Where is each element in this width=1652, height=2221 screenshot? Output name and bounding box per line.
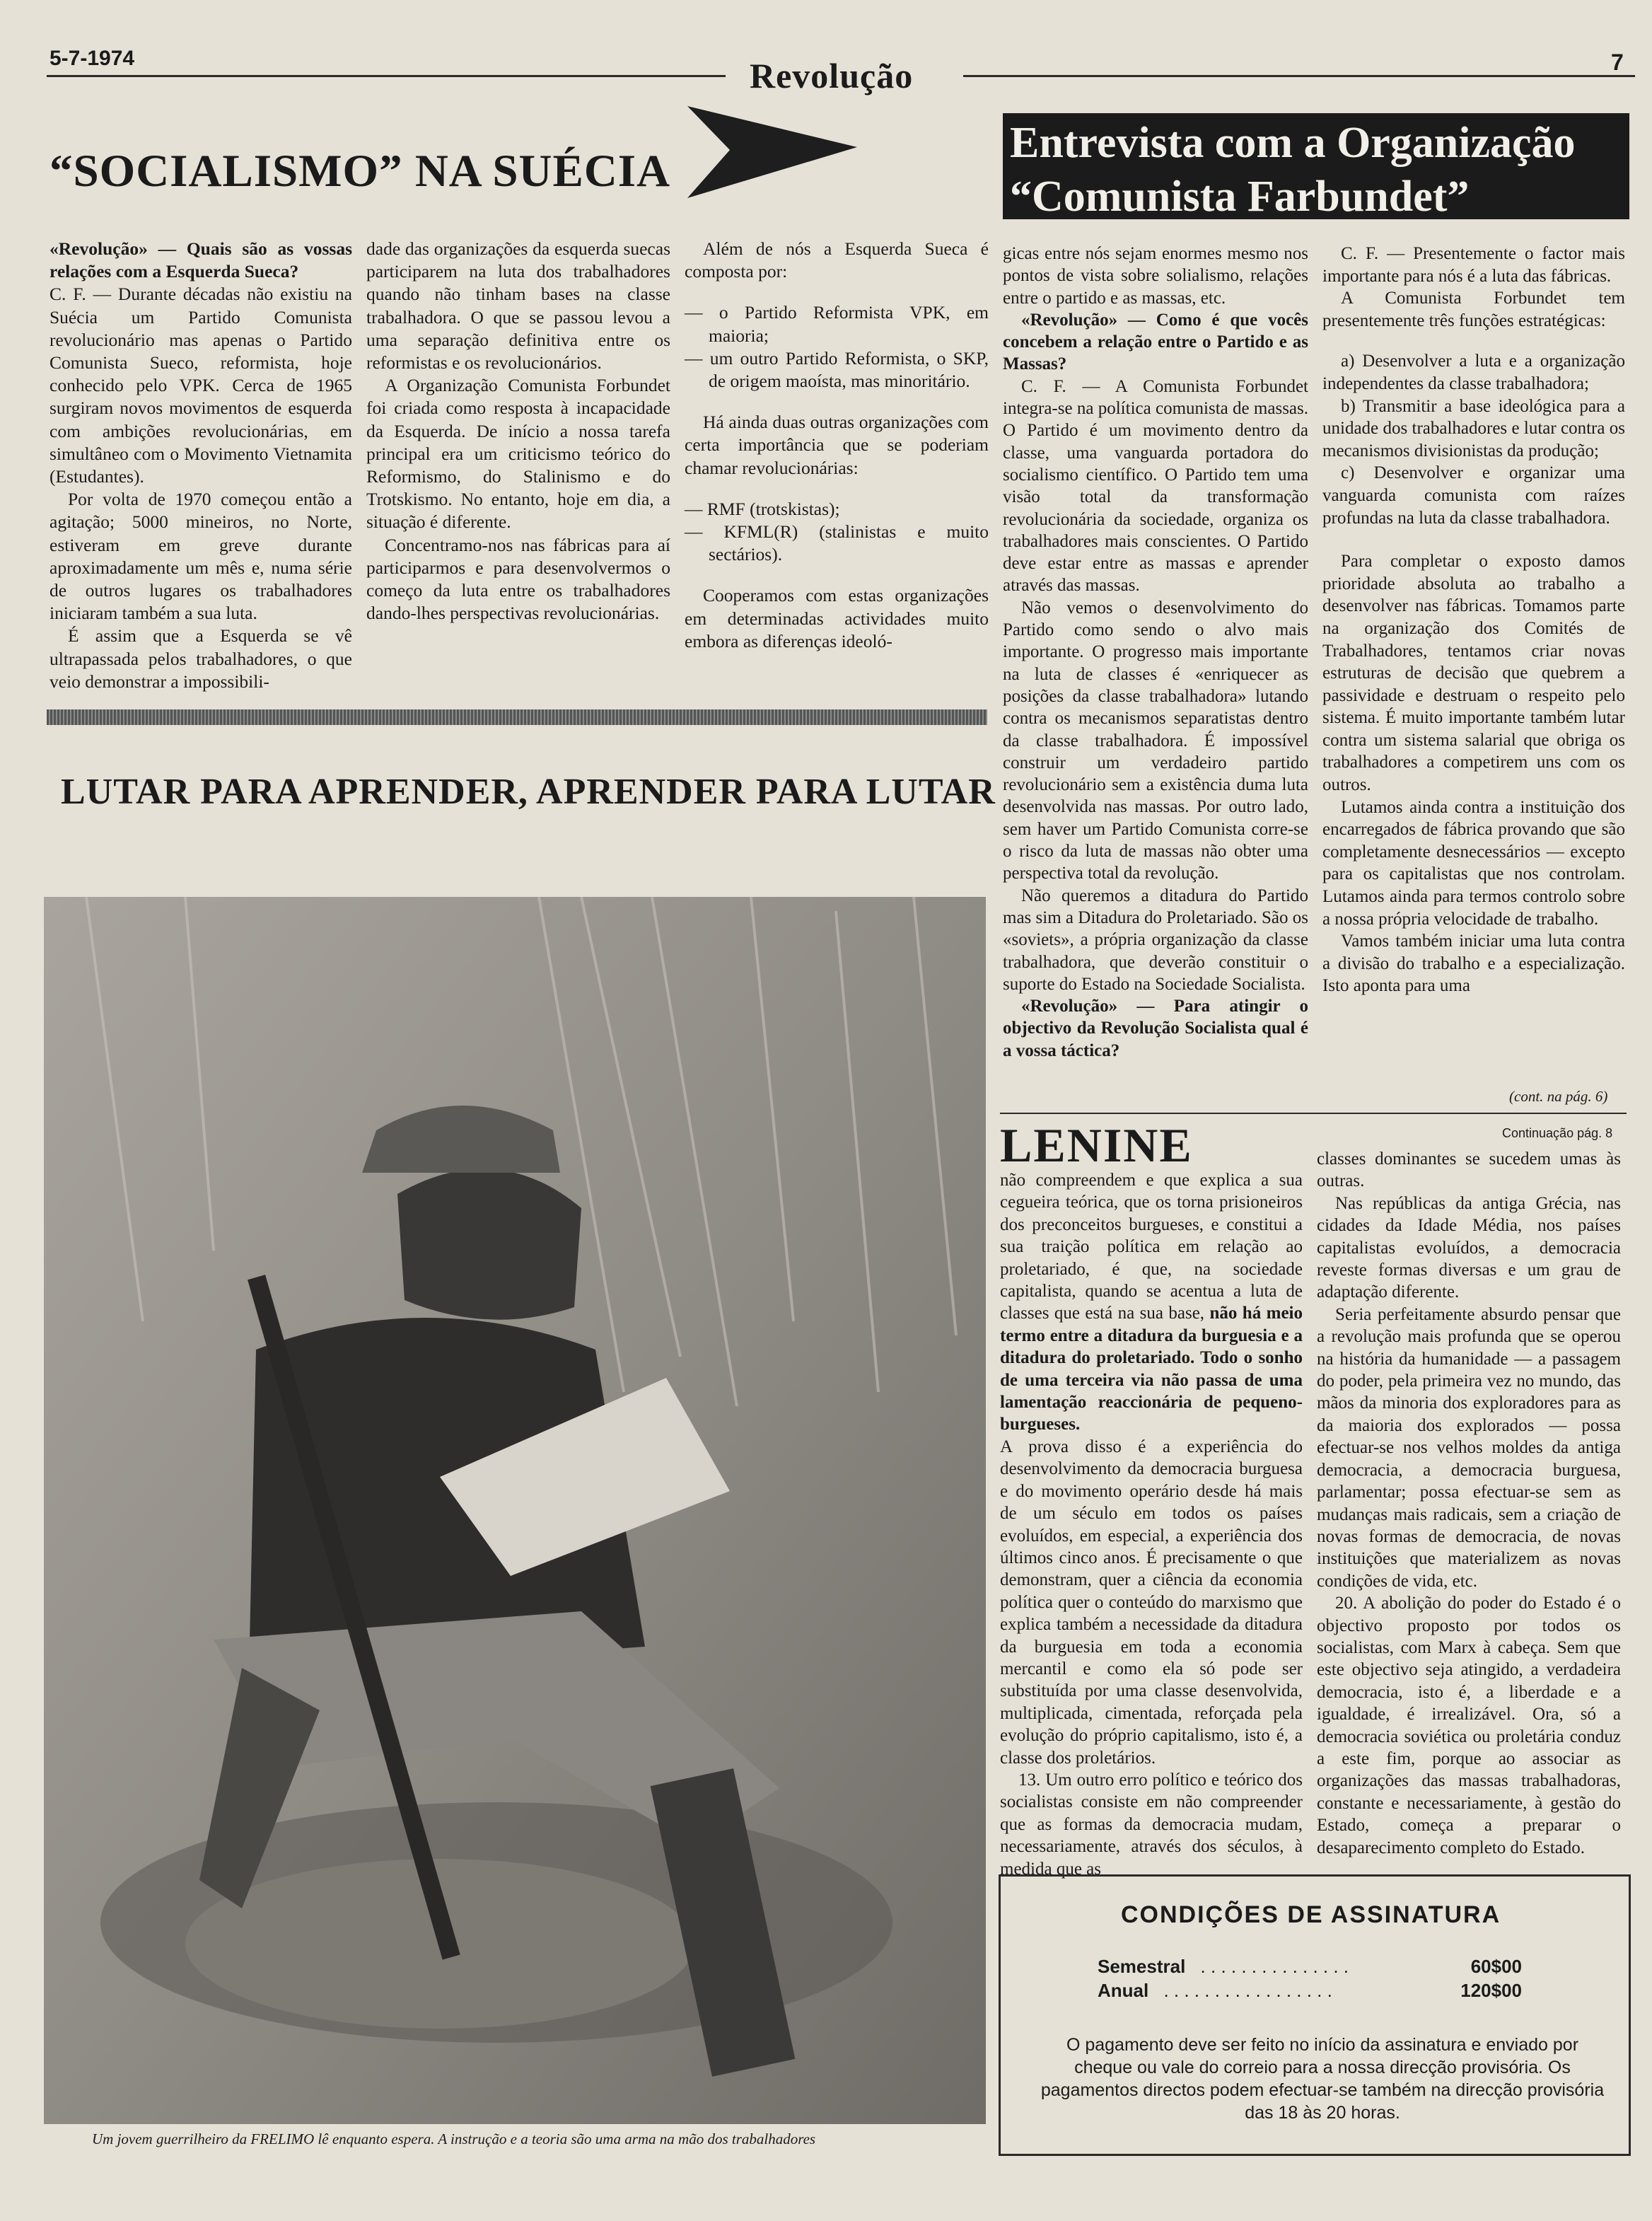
continued-note: (cont. na pág. 6) — [1509, 1088, 1608, 1105]
interview-column-1 — [1003, 243, 1308, 1062]
sweden-paragraph: dade das organizações da esquerda suecas participarem na luta dos trabalhadores quando não tinham bases na classe trabalhadora. O que se passou levou a uma separação definitiva entre os reformistas e os revolucionários. — [366, 238, 670, 373]
arrow-right-icon — [687, 106, 857, 198]
sweden-paragraph: Além de nós a Esquerda Sueca é composta por: — [685, 238, 989, 282]
sweden-paragraph: Há ainda duas outras organizações com certa importância que se poderiam chamar revolucionárias: — [685, 412, 989, 478]
sweden-list-item: — KFML(R) (stalinistas e muito sectários). — [685, 521, 989, 565]
subscription-dots: . . . . . . . . . . . . . . . . . — [1163, 1980, 1332, 2001]
header-rule-left — [47, 75, 726, 77]
sweden-question: «Revolução» — Quais são as vossas relações com a Esquerda Sueca? — [50, 238, 352, 282]
lenine-paragraph: não compreendem e que explica a sua cegueira teórica, que os torna prisioneiros dos preconceitos burgueses, e constitui a sua traição política em relação ao proletariado, é que, na sociedade capitalista, quando se acentua a luta de classes que está na sua base, não há meio termo entre a ditadura da burguesia e a ditadura do proletariado. Todo o sonho de uma terceira via não passa de uma lamentação reaccionária de pequeno-burgueses. — [1000, 1171, 1303, 1434]
interview-paragraph: C. F. — Presentemente o factor mais importante para nós é a luta das fábricas. — [1322, 244, 1625, 286]
lenine-paragraph: classes dominantes se sucedem umas às outras. — [1317, 1149, 1621, 1191]
lenine-paragraph: 13. Um outro erro político e teórico dos socialistas consiste em não compreender que as formas da democracia mudam, necessariamente, através dos séculos, à medida que as — [1000, 1770, 1303, 1879]
interview-list-item: b) Transmitir a base ideológica para a unidade dos trabalhadores e lutar contra os mecanismos divisionistas da produção; — [1322, 396, 1625, 460]
interview-list-item: c) Desenvolver e organizar uma vanguarda comunista com raízes profundas na luta da classe trabalhadora. — [1322, 463, 1625, 528]
interview-headline-line1: Entrevista com a Organização — [1010, 119, 1576, 167]
interview-paragraph: Vamos também iniciar uma luta contra a divisão do trabalho e a especialização. Isto aponta para uma — [1322, 932, 1625, 996]
interview-paragraph: Não vemos o desenvolvimento do Partido como sendo o alvo mais importante. O progresso mais importante na luta de classes é «enriquecer as posições da classe trabalhadora» lutando contra os mecanismos separatistas dentro da classe trabalhadora. É impossível construir um verdadeiro partido revolucionário sem a existência duma luta desenvolvida nas massas. Por outro lado, sem haver um Partido Comunista corre-se o risco da luta de massas não obter uma perspectiva total da revolução. — [1003, 598, 1308, 883]
subscription-price: 120$00 — [1460, 1980, 1522, 2001]
sweden-paragraph: Concentramo-nos nas fábricas para aí participarmos e para desenvolvermos o começo da luta entre os trabalhadores dando-lhes perspectivas revolucionárias. — [366, 534, 670, 624]
lenine-top-rule — [1000, 1113, 1627, 1114]
interview-headline-box — [1003, 113, 1629, 219]
sweden-paragraph: Cooperamos com estas organizações em determinadas actividades muito embora as diferenças ideoló- — [685, 585, 989, 651]
interview-paragraph: gicas entre nós sejam enormes mesmo nos pontos de vista sobre solialismo, relações entre o partido e as massas, etc. — [1003, 244, 1308, 308]
subscription-label: Anual — [1098, 1980, 1149, 2001]
interview-list-item: a) Desenvolver a luta e a organização independentes da classe trabalhadora; — [1322, 352, 1625, 393]
subscription-title: CONDIÇÕES DE ASSINATURA — [1121, 1901, 1501, 1928]
subscription-price: 60$00 — [1470, 1956, 1522, 1977]
sweden-list-item: — um outro Partido Reformista, o SKP, de origem maoísta, mas minoritário. — [685, 347, 989, 392]
page-number: 7 — [1611, 50, 1624, 75]
sweden-paragraph: A Organização Comunista Forbundet foi criada como resposta à incapacidade da Esquerda. De início a nossa tarefa principal era um criticismo teórico do Reformismo, do Stalinismo e do Trotskismo. No entanto, hoje em dia, a situação é diferente. — [366, 375, 670, 533]
subscription-dots: . . . . . . . . . . . . . . . — [1200, 1956, 1349, 1977]
interview-question: «Revolução» — Para atingir o objectivo da Revolução Socialista qual é a vossa táctica? — [1003, 997, 1308, 1060]
sweden-paragraph: C. F. — Durante décadas não existiu na Suécia um Partido Comunista revolucionário mas apenas o Partido Comunista Sueco, reformista, hoje conhecido pelo VPK. Cerca de 1965 surgiram novos movimentos de esquerda com ambições revolucionárias, em simultâneo com o Movimento Vietnamita (Estudantes). — [50, 284, 352, 487]
photo-caption: Um jovem guerrilheiro da FRELIMO lê enquanto espera. A instrução e a teoria são uma arma na mão dos trabalhadores — [92, 2130, 816, 2147]
lenine-paragraph: A prova disso é a experiência do desenvolvimento da democracia burguesa e do movimento operário desde há mais de um século em todos os países evoluídos, em especial, a experiência dos últimos cinco anos. É precisamente o que demonstram, quer a ciência da economia política quer o conteúdo do marxismo que explica também a necessidade da ditadura da burguesia em toda a economia mercantil e como ela só pode ser substituída por uma classe desenvolvida, multiplicada, cimentada, reforçada pela evolução do próprio capitalismo, isto é, a classe dos proletários. — [1000, 1437, 1303, 1768]
interview-paragraph: Para completar o exposto damos prioridade absoluta ao trabalho a desenvolver nas fábricas. Tomamos parte na organização dos Comités de Trabalhadores, tentamos criar novas estruturas de decisão que quebrem a passividade e destruam o respeito pelo sistema. É muito importante também lutar contra um sistema salarial que obriga os trabalhadores a competirem uns com os outros. — [1322, 552, 1625, 795]
header-rule-right — [963, 75, 1635, 77]
lenine-headline: LENINE — [1000, 1118, 1193, 1172]
subscription-row — [1098, 1956, 1522, 1978]
sweden-headline: “SOCIALISMO” NA SUÉCIA — [50, 146, 671, 197]
sweden-paragraph: Por volta de 1970 começou então a agitação; 5000 mineiros, no Norte, estiveram em greve durante aproximadamente um mês e, numa série de outros lugares os trabalhadores iniciaram também a sua luta. — [50, 489, 352, 624]
interview-paragraph: C. F. — A Comunista Forbundet integra-se na política comunista de massas. O Partido é um movimento dentro da classe, uma vanguarda portadora do socialismo científico. O Partido tem uma visão total da transformação revolucionária da sociedade, organiza os trabalhadores mais conscientes. O Partido deve estar entre as massas e aprender através das massas. — [1003, 376, 1308, 596]
section-separator-bar — [47, 709, 987, 725]
subscription-note: O pagamento deve ser feito no início da assinatura e enviado por cheque ou vale do correio para a nossa direcção provisória. Os pagamentos directos podem efectuar-se também na direcção provisória das 18 às 20 horas. — [1040, 2035, 1605, 2123]
sweden-list-item: — o Partido Reformista VPK, em maioria; — [685, 302, 989, 346]
interview-question: «Revolução» — Como é que vocês concebem a relação entre o Partido e as Massas? — [1003, 310, 1308, 374]
lenine-paragraph: Seria perfeitamente absurdo pensar que a revolução mais profunda que se operou na história da humanidade — a passagem do poder, pela primeira vez no mundo, das mãos da minoria dos exploradores para as da maioria dos explorados — possa efectuar-se nos velhos moldes da antiga democracia, a democracia burguesa, parlamentar; possa efectuar-se sem as mudanças mais radicais, sem a criação de novas formas de democracia, de novas instituições que materializem as novas condições de vida, etc. — [1317, 1304, 1621, 1591]
sweden-list-item: — RMF (trotskistas); — [685, 498, 840, 519]
interview-paragraph: Lutamos ainda contra a instituição dos encarregados de fábrica provando que são completamente desnecessários — excepto para os capitalistas que nos controlam. Lutamos ainda para termos controlo sobre a nossa própria velocidade de trabalho. — [1322, 797, 1625, 929]
lutar-headline: LUTAR PARA APRENDER, APRENDER PARA LUTAR — [61, 772, 996, 812]
issue-date: 5-7-1974 — [50, 47, 135, 70]
sweden-column-1 — [50, 238, 352, 693]
guerrilla-photo — [44, 897, 986, 2124]
sweden-paragraph: É assim que a Esquerda se vê ultrapassada pelos trabalhadores, o que veio demonstrar a impossibili- — [50, 625, 352, 692]
continued-note: Continuação pág. 8 — [1502, 1126, 1613, 1140]
lenine-column-1 — [1000, 1169, 1303, 1880]
sweden-column-3 — [685, 238, 989, 653]
lenine-column-2 — [1317, 1148, 1621, 1859]
sweden-column-2 — [366, 238, 670, 625]
subscription-label: Semestral — [1098, 1956, 1186, 1977]
subscription-row — [1098, 1980, 1522, 2002]
interview-paragraph: A Comunista Forbundet tem presentemente três funções estratégicas: — [1322, 289, 1625, 330]
lenine-paragraph: Nas repúblicas da antiga Grécia, nas cidades da Idade Média, nos países capitalistas evoluídos, a democracia reveste formas diversas e um grau de adaptação diferente. — [1317, 1193, 1621, 1302]
interview-column-2 — [1322, 243, 1625, 997]
lenine-paragraph: 20. A abolição do poder do Estado é o objectivo proposto por todos os socialistas, com Marx à cabeça. Sem que este objectivo seja atingido, a verdadeira democracia, isto é, a liberdade e a igualdade, é irrealizável. Ora, só a democracia soviética ou proletária conduz a este fim, porque ao associar as organizações das massas trabalhadoras, constante e necessariamente, à gestão do Estado, começa a preparar o desaparecimento completo do Estado. — [1317, 1594, 1621, 1857]
interview-headline-line2: “Comunista Farbundet” — [1010, 173, 1470, 221]
newspaper-title: Revolução — [750, 56, 914, 95]
interview-paragraph: Não queremos a ditadura do Partido mas sim a Ditadura do Proletariado. São os «soviets», a própria organização da classe trabalhadora, que deverão constituir o suporte do Estado na Sociedade Socialista. — [1003, 886, 1308, 994]
